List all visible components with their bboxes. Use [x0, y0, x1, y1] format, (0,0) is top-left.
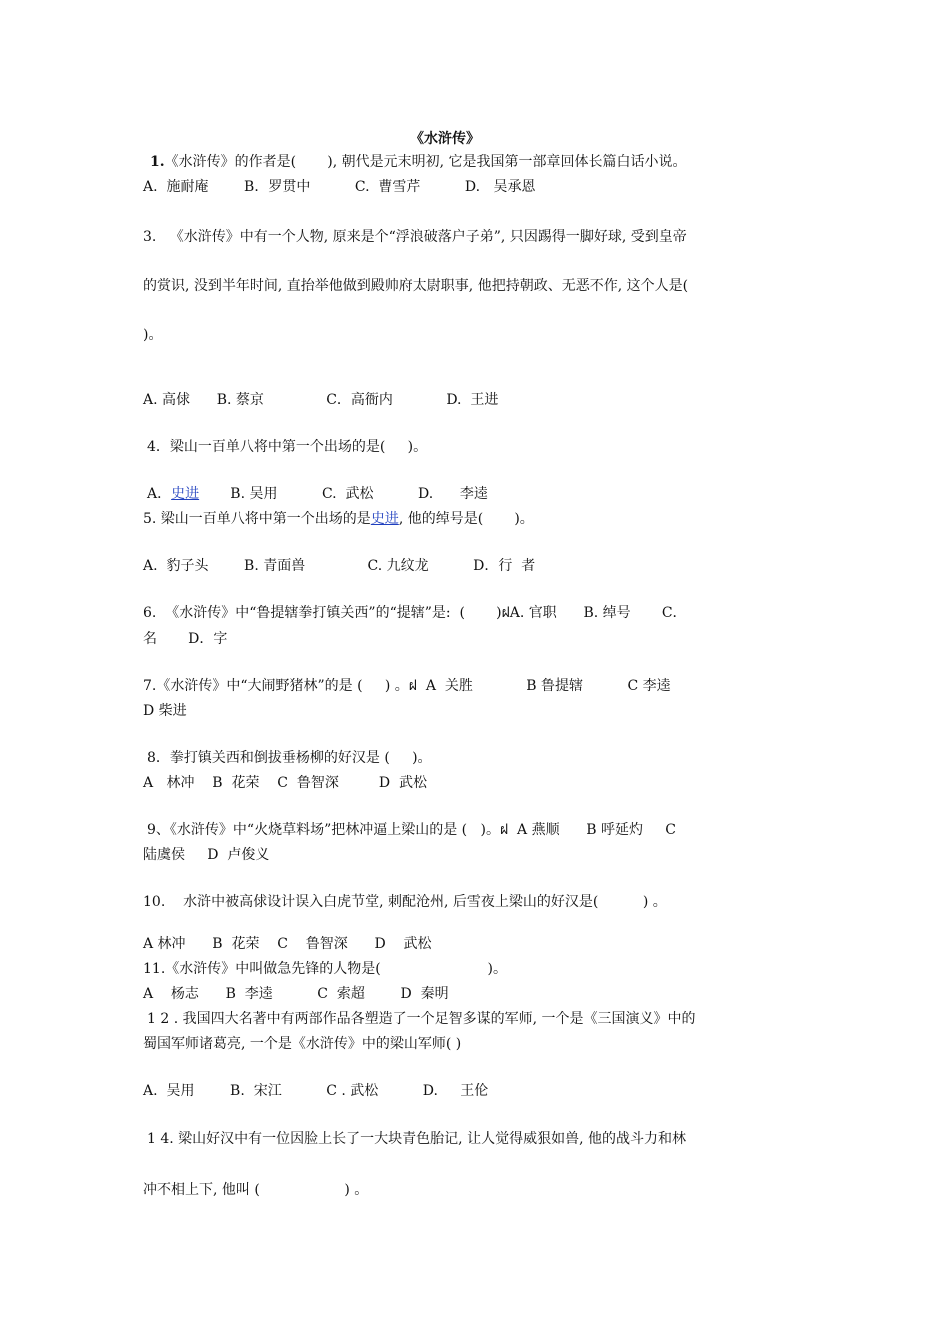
question-5 [143, 510, 534, 528]
question-text-end: , 他的绰号是( )。 [398, 511, 534, 527]
options-12: A. 吴用 B. 宋江 C . 武松 D. 王伦 [143, 1083, 489, 1099]
options-rest: B. 吴用 C. 武松 D. 李逵 [199, 486, 488, 502]
shijin-link[interactable]: 史进 [171, 486, 200, 502]
question-12-line-1: 1 2 . 我国四大名著中有两部作品各塑造了一个足智多谋的军师, 一个是《三国演义》中的 [147, 1011, 696, 1027]
question-1 [150, 153, 687, 171]
options-3: A. 高俅 B. 蔡京 C．高衙内 D. 王进 [143, 392, 499, 408]
question-12-line-2: 蜀国军师诸葛亮, 一个是《水浒传》中的梁山军师( ) [143, 1036, 462, 1052]
question-6-line-2: 名 D．字 [143, 631, 228, 647]
question-8: 8．拳打镇关西和倒拔垂杨柳的好汉是 ( )。 [147, 750, 432, 766]
question-11: 11.《水浒传》中叫做急先锋的人物是( )。 [143, 961, 507, 977]
question-14-line-1: 1 4. 梁山好汉中有一位因脸上长了一大块青色胎记, 让人觉得威狠如兽, 他的战斗力和林 [147, 1131, 686, 1147]
option-a-prefix: A． [147, 486, 172, 502]
question-14-line-2: 冲不相上下, 他叫 ( ) 。 [143, 1182, 369, 1198]
question-9-line-1: 9、《水浒传》中“火烧草料场”把林冲逼上梁山的是 ( )。ฝ A 燕顺 B 呼延灼 C [147, 822, 677, 838]
question-4: 4．梁山一百单八将中第一个出场的是( )。 [147, 439, 428, 455]
question-number: 1. [150, 154, 165, 170]
question-text: 《水浒传》的作者是( ), 朝代是元末明初, 它是我国第一部章回体长篇白话小说。 [164, 154, 687, 170]
options-1: A. 施耐庵 B．罗贯中 C. 曹雪芹 D. 吴承恩 [143, 179, 536, 195]
options-4 [147, 485, 488, 503]
options-8: A 林冲 B 花荣 C 鲁智深 D 武松 [143, 775, 428, 791]
options-11: A 杨志 B 李逵 C 索超 D 秦明 [143, 986, 449, 1002]
question-6-line-1: 6. 《水浒传》中“鲁提辖拳打镇关西”的“提辖”是: ( )ฝA. 官职 B. 绰号 C． [143, 605, 687, 621]
question-3-line-3: )。 [143, 327, 163, 343]
options-5: A. 豹子头 B. 青面兽 C. 九纹龙 D．行 者 [143, 558, 536, 574]
shijin-link[interactable]: 史进 [370, 511, 399, 527]
question-7-line-1: 7.《水浒传》中“大闹野猪林”的是 ( ) 。ฝ A 关胜 B 鲁提辖 C 李逵 [143, 678, 671, 694]
question-10: 10. 水浒中被高俅设计误入白虎节堂, 刺配沧州, 后雪夜上梁山的好汉是( ) 。 [143, 894, 667, 910]
question-3-line-2: 的赏识, 没到半年时间, 直抬举他做到殿帅府太尉职事, 他把持朝政、无恶不作, 这个人是( [143, 278, 689, 294]
page-title: 《水浒传》 [410, 131, 480, 147]
question-9-line-2: 陆虞侯 D 卢俊义 [143, 847, 270, 863]
question-7-line-2: D 柴进 [143, 703, 187, 719]
question-3-line-1: 3. 《水浒传》中有一个人物, 原来是个“浮浪破落户子弟”, 只因踢得一脚好球, 受到皇帝 [143, 229, 687, 245]
question-text: 5. 梁山一百单八将中第一个出场的是 [143, 511, 371, 527]
options-10: A 林冲 B 花荣 C 鲁智深 D 武松 [143, 936, 432, 952]
